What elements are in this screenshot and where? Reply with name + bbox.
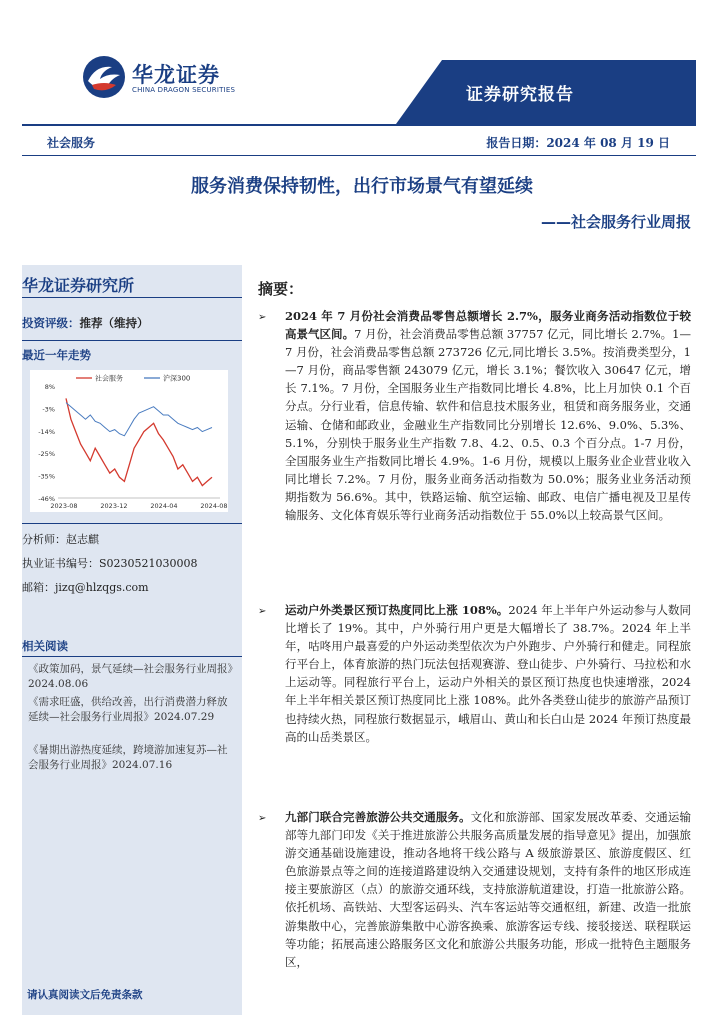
abstract-item xyxy=(285,601,691,746)
bullet-arrow-icon: ➢ xyxy=(258,606,267,617)
rating-value: 推荐（维持） xyxy=(79,316,149,330)
x-tick-label: 2024-04 xyxy=(150,502,178,510)
sidebar-divider xyxy=(22,340,242,341)
trend-label: 最近一年走势 xyxy=(22,348,91,362)
related-reading-label: 相关阅读 xyxy=(22,639,68,653)
report-type-banner xyxy=(396,60,696,124)
sidebar-divider xyxy=(22,656,242,657)
trend-chart xyxy=(30,370,228,512)
sidebar-divider xyxy=(22,523,242,524)
y-tick-label: -46% xyxy=(38,495,55,503)
series-line xyxy=(66,403,212,436)
related-article-link[interactable]: 《需求旺盛，供给改善，出行消费潜力释放延续—社会服务行业周报》2024.07.29 xyxy=(28,696,228,723)
certificate-number: 执业证书编号：S0230521030008 xyxy=(22,557,198,570)
abstract-item xyxy=(285,808,691,971)
analyst-email: 邮箱：jizq@hlzqgs.com xyxy=(22,581,149,594)
series-line xyxy=(66,398,212,485)
institute-name: 华龙证券研究所 xyxy=(22,276,135,295)
legend-label: 社会服务 xyxy=(95,374,123,383)
trend-chart-svg xyxy=(30,370,228,512)
y-tick-label: -25% xyxy=(38,450,55,459)
header-divider xyxy=(22,124,696,126)
abstract-item-body: 2024 年上半年户外运动参与人数同比增长了 19%。其中，户外骑行用户更是大幅增长了 38.7%。2024 年上半年，咕咚用户最喜爱的户外运动类型依次为户外跑步、户外骑行和健走。同程旅行平台上，体育旅游的热门玩法包括观赛游、登山徒步、户外骑行、马拉松和水上运动等。同程旅行平台上，运动户外相关的景区预订热度也快速增涨，2024 年上半年相关景区预订热度同比上涨 108%。此外各类登山徒步的旅游产品预订也持续火热，同程旅行数据显示，峨眉山、黄山和长白山是 2024 年预订热度最高的山岳类景区。 xyxy=(285,603,692,744)
y-tick-label: -14% xyxy=(38,427,55,436)
abstract-item-lead: 2024 年 7 月份社会消费品零售总额增长 2.7%，服务业商务活动指数位于较高景气区间。 xyxy=(285,309,691,342)
investment-rating xyxy=(22,315,149,331)
report-type-label: 证券研究报告 xyxy=(466,85,574,105)
report-title: 服务消费保持韧性，出行市场景气有望延续 xyxy=(191,176,533,197)
abstract-item-body: 文化和旅游部、国家发展改革委、交通运输部等九部门印发《关于推进旅游公共服务高质量发展的指导意见》提出，加强旅游交通基础设施建设，推动各地将干线公路与 A 级旅游景区、旅游度假区、红色旅游景点等之间的连接道路建设纳入交通建设规划，支持有条件的地区形成连接主要旅游区（点）的旅游交通环线，支持旅游航道建设，打造一批旅游公路。依托机场、高铁站、大型客运码头、汽车客运站等交通枢纽，新建、改造一批旅游集散中心，完善旅游集散中心游客换乘、旅游客运专线、接驳接送、联程联运等功能；拓展高速公路服务区文化和旅游公共服务功能，形成一批特色主题服务区， xyxy=(285,810,692,969)
logo-chinese-text: 华龙证券 xyxy=(132,63,220,87)
header-divider-thin xyxy=(22,155,696,156)
bullet-arrow-icon: ➢ xyxy=(258,312,267,323)
report-date: 报告日期：2024 年 08 月 19 日 xyxy=(486,136,670,150)
disclaimer-notice: 请认真阅读文后免责条款 xyxy=(27,989,143,1001)
y-tick-label: -3% xyxy=(42,405,55,414)
rating-label: 投资评级： xyxy=(22,316,80,330)
y-tick-label: -35% xyxy=(38,472,55,481)
bullet-arrow-icon: ➢ xyxy=(258,813,267,824)
report-subtitle: ——社会服务行业周报 xyxy=(540,213,691,231)
abstract-item-lead: 运动户外类景区预订热度同比上涨 108%。 xyxy=(285,603,509,617)
company-logo xyxy=(82,55,242,101)
analyst-name: 分析师：赵志麒 xyxy=(22,533,99,546)
related-article-link[interactable]: 《政策加码，景气延续—社会服务行业周报》2024.08.06 xyxy=(28,663,233,690)
x-tick-label: 2023-08 xyxy=(50,502,78,510)
industry-label: 社会服务 xyxy=(47,136,96,150)
legend-label: 沪深300 xyxy=(163,374,191,383)
logo-english-text: CHINA DRAGON SECURITIES xyxy=(132,86,236,94)
sidebar xyxy=(22,265,242,1015)
abstract-item-body: 7 月份，社会消费品零售总额 37757 亿元，同比增长 2.7%。1—7 月份，社会消费品零售总额 273726 亿元,同比增长 3.5%。按消费类型分，1—7 月份，商品零售额 243079 亿元，增长 3.1%；餐饮收入 30647 亿元，增长 7.1%。7 月份，全国服务业生产指数同比增长 4.8%，比上月加快 0.1 个百分点。分行业看，信息传输、软件和信息技术服务业，租赁和商务服务业，交通运输、仓储和邮政业，金融业生产指数同比分别增长 12.6%、9.0%、5.3%、5.1%，分别快于服务业生产指数 7.8、4.2、0.5、0.3 个百分点。1-7 月份，全国服务业生产指数同比增长 4.9%。1-6 月份，规模以上服务业企业营业收入同比增长 7.2%。7 月份，服务业商务活动指数为 50.0%；服务业业务活动预期指数为 56.6%。其中，铁路运输、航空运输、邮政、电信广播电视及卫星传输服务、文化体育娱乐等行业商务活动指数位于 55.0%以上较高景气区间。 xyxy=(285,327,691,523)
sidebar-divider xyxy=(22,297,242,298)
abstract-item-lead: 九部门联合完善旅游公共交通服务。 xyxy=(285,810,471,824)
x-tick-label: 2024-08 xyxy=(200,502,228,510)
x-tick-label: 2023-12 xyxy=(100,502,128,510)
related-article-link[interactable]: 《暑期出游热度延续，跨境游加速复苏—社会服务行业周报》2024.07.16 xyxy=(28,744,228,771)
abstract-heading: 摘要： xyxy=(258,280,304,298)
abstract-item xyxy=(285,307,691,524)
dragon-logo-icon xyxy=(82,55,126,99)
y-tick-label: 8% xyxy=(44,383,55,391)
